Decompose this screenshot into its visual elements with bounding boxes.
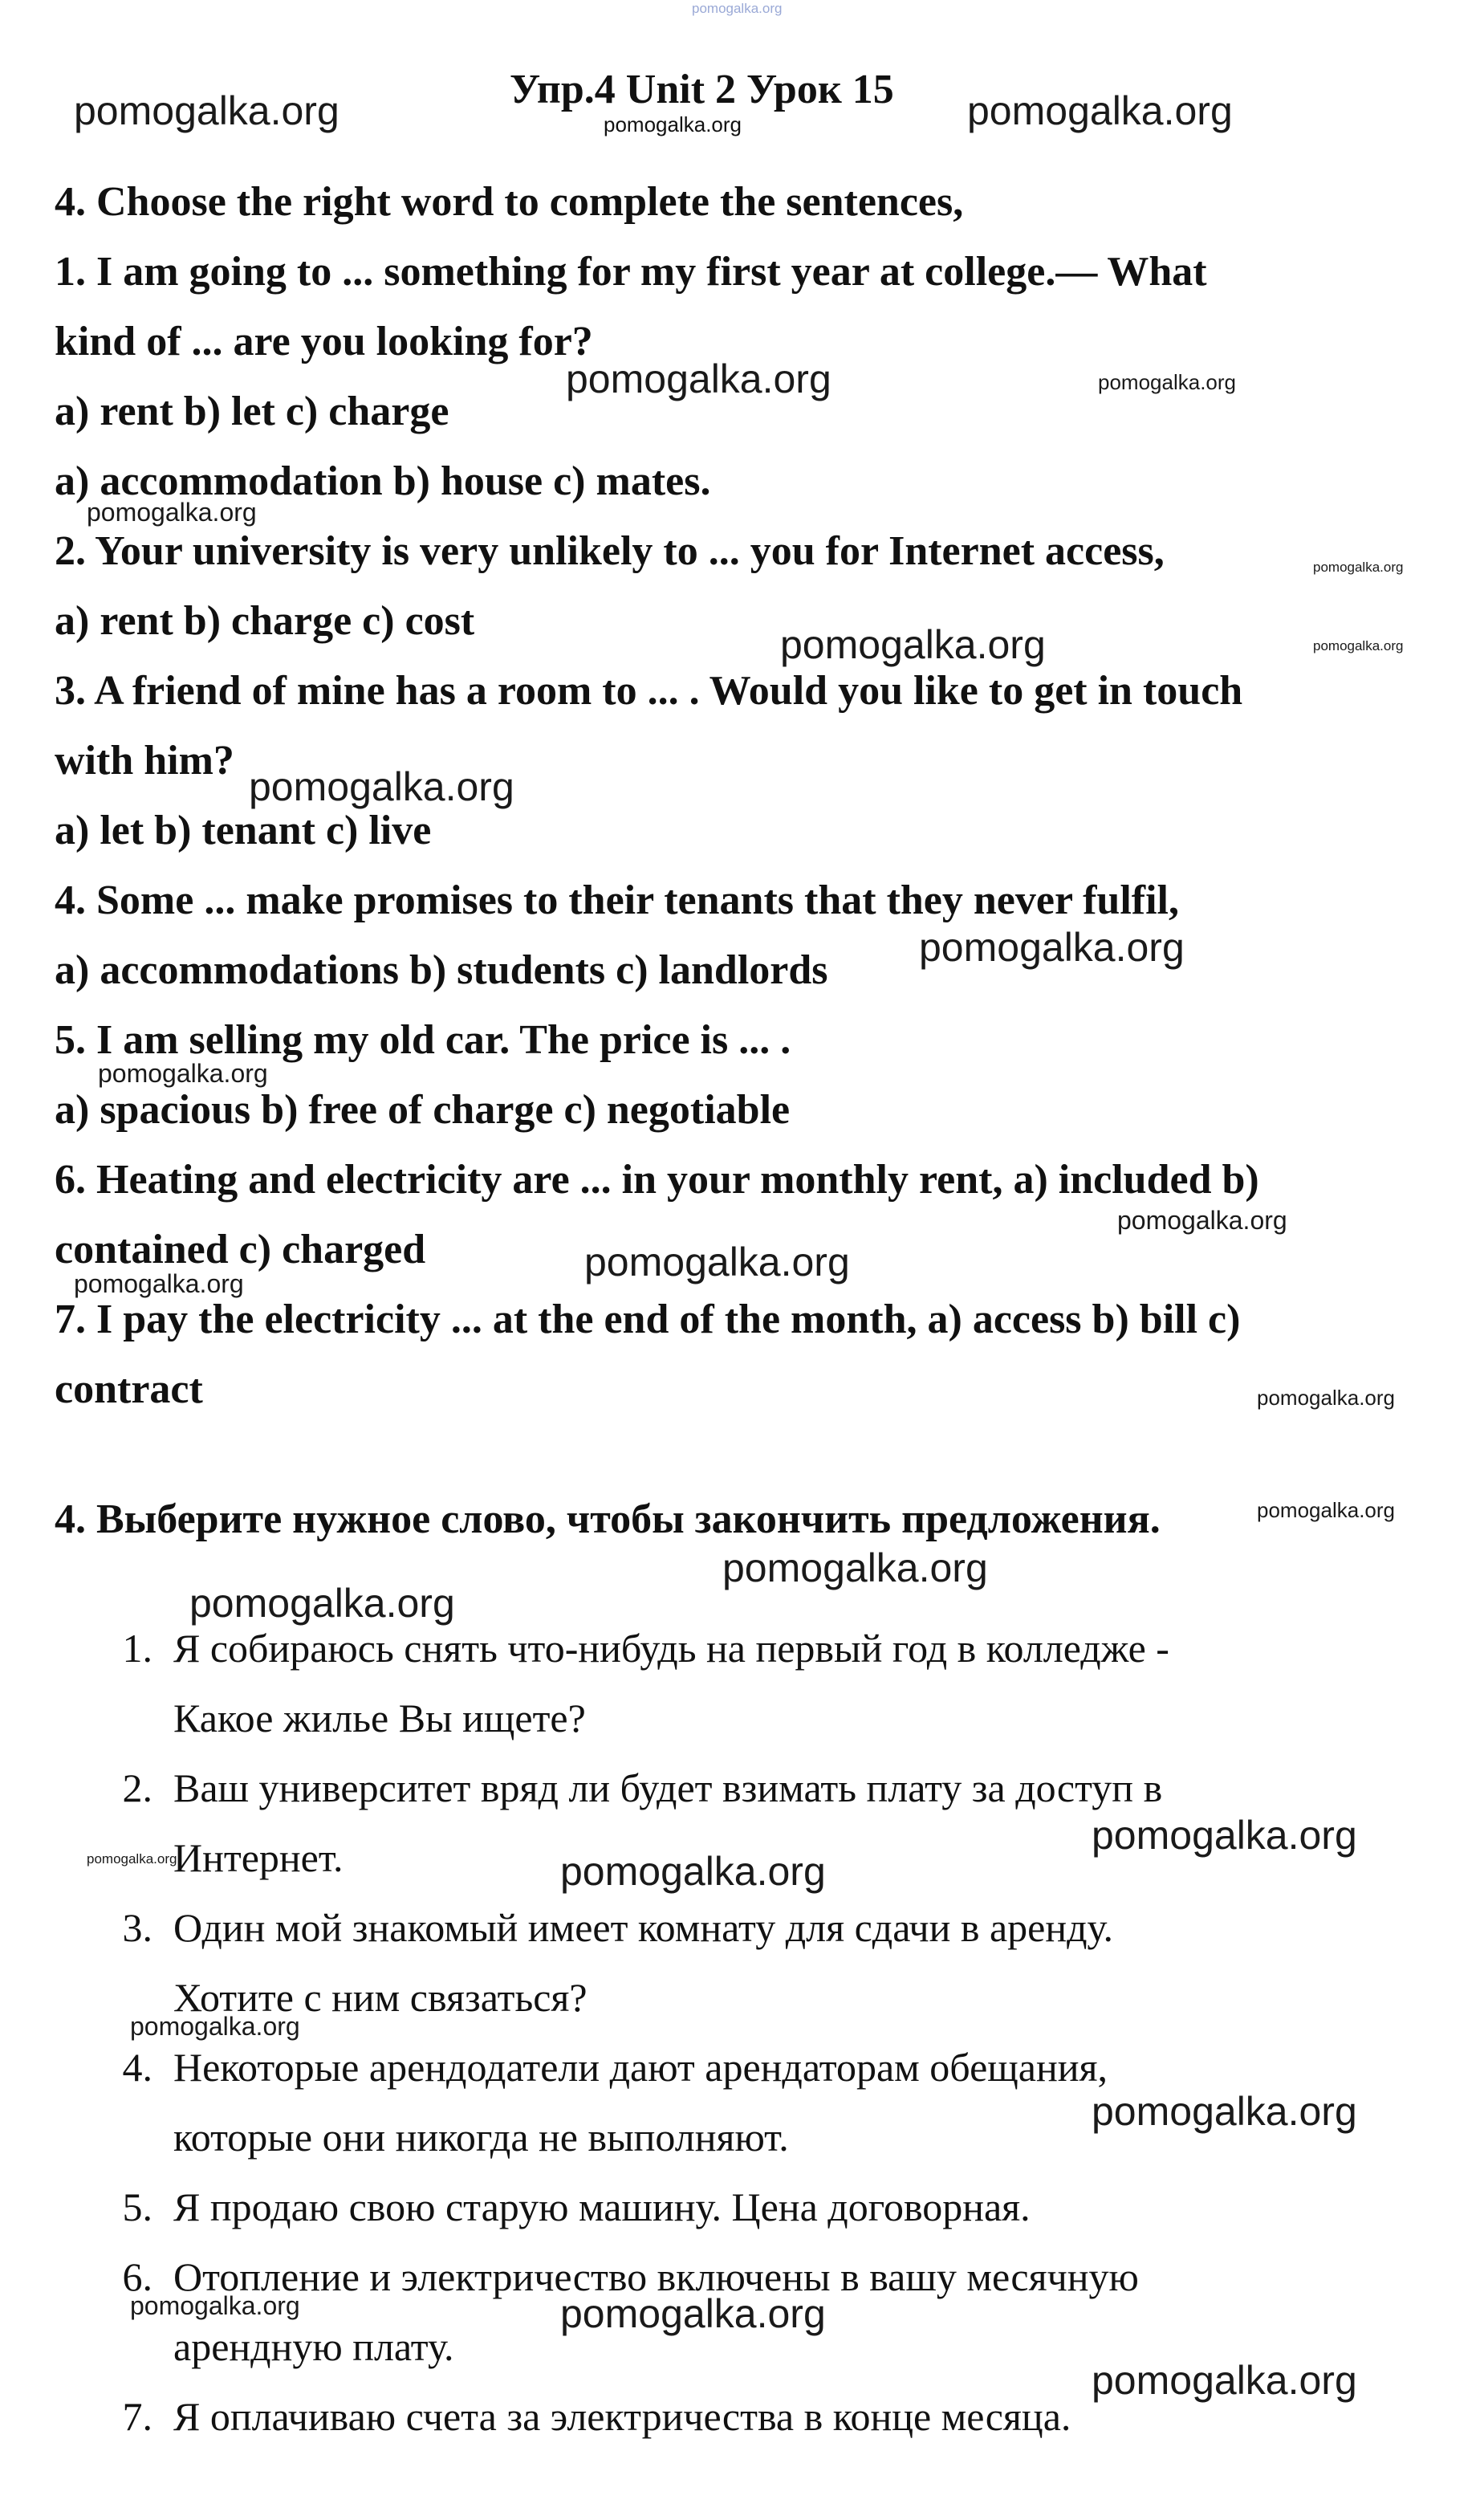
russian-heading: 4. Выберите нужное слово, чтобы закончить предложения. (55, 1496, 1161, 1542)
english-line: a) rent b) let c) charge (55, 389, 449, 434)
watermark: pomogalka.org (1313, 638, 1404, 653)
russian-item-text: которые они никогда не выполняют. (173, 2115, 789, 2160)
russian-item-number: 7. (122, 2394, 152, 2439)
russian-item-text: Один мой знакомый имеет комнату для сдачи в аренду. (173, 1905, 1114, 1950)
watermark: pomogalka.org (967, 88, 1233, 133)
english-line: 1. I am going to ... something for my first year at college.— What (55, 249, 1207, 295)
english-line: kind of ... are you looking for? (55, 319, 593, 364)
russian-item-number: 3. (122, 1905, 152, 1950)
english-line: 6. Heating and electricity are ... in your monthly rent, a) included b) (55, 1157, 1259, 1203)
english-line: 3. A friend of mine has a room to ... . Would you like to get in touch (55, 668, 1243, 714)
english-heading: 4. Choose the right word to complete the sentences, (55, 179, 964, 225)
watermark: pomogalka.org (74, 88, 339, 133)
watermark: pomogalka.org (130, 2012, 300, 2041)
english-line: contract (55, 1366, 203, 1412)
russian-item-text: Отопление и электричество включены в вашу месячную (173, 2254, 1139, 2299)
russian-item-text: Какое жилье Вы ищете? (173, 1696, 586, 1740)
watermark: pomogalka.org (1098, 370, 1236, 394)
russian-item-number: 6. (122, 2254, 152, 2299)
watermark: pomogalka.org (560, 2291, 826, 2336)
watermark: pomogalka.org (87, 498, 257, 527)
watermark: pomogalka.org (1313, 560, 1404, 575)
english-line: 2. Your university is very unlikely to ... you for Internet access, (55, 528, 1165, 574)
watermark: pomogalka.org (1257, 1498, 1395, 1522)
english-line: a) rent b) charge c) cost (55, 598, 475, 644)
russian-item-text: Некоторые арендодатели дают арендаторам обещания, (173, 2045, 1108, 2090)
english-line: contained c) charged (55, 1227, 426, 1272)
english-line: 4. Some ... make promises to their tenants that they never fulfil, (55, 877, 1180, 923)
english-line: 5. I am selling my old car. The price is ... . (55, 1017, 791, 1063)
russian-item-number: 2. (122, 1765, 152, 1810)
russian-item-text: Я собираюсь снять что-нибудь на первый год в колледже - (173, 1626, 1169, 1671)
english-line: 7. I pay the electricity ... at the end of the month, a) access b) bill c) (55, 1297, 1241, 1342)
watermark: pomogalka.org (98, 1059, 268, 1088)
watermark: pomogalka.org (1092, 2358, 1357, 2403)
watermark: pomogalka.org (1117, 1206, 1287, 1235)
russian-item-text: Я продаю свою старую машину. Цена договорная. (173, 2184, 1031, 2229)
russian-item-number: 1. (122, 1626, 152, 1671)
watermark: pomogalka.org (780, 622, 1046, 667)
title-watermark: pomogalka.org (604, 112, 742, 136)
english-line: a) accommodations b) students c) landlords (55, 947, 828, 993)
english-line: a) spacious b) free of charge c) negotiable (55, 1087, 791, 1133)
english-line: a) accommodation b) house c) mates. (55, 458, 711, 504)
watermark: pomogalka.org (919, 925, 1185, 970)
watermark: pomogalka.org (87, 1851, 177, 1867)
watermark: pomogalka.org (74, 1269, 244, 1298)
russian-item-number: 5. (122, 2184, 152, 2229)
russian-item-text: Ваш университет вряд ли будет взимать плату за доступ в (173, 1765, 1163, 1810)
watermark: pomogalka.org (560, 1849, 826, 1894)
russian-item-text: Я оплачиваю счета за электричества в конце месяца. (173, 2394, 1071, 2439)
russian-item-text: Хотите с ним связаться? (173, 1975, 588, 2020)
watermark: pomogalka.org (722, 1545, 988, 1590)
watermark: pomogalka.org (130, 2291, 300, 2320)
top-watermark: pomogalka.org (692, 1, 783, 16)
page-title: Упр.4 Unit 2 Урок 15 (510, 67, 894, 112)
watermark: pomogalka.org (1257, 1386, 1395, 1410)
english-line: a) let b) tenant c) live (55, 808, 432, 853)
watermark: pomogalka.org (566, 356, 831, 401)
watermark: pomogalka.org (189, 1581, 455, 1626)
russian-item-number: 4. (122, 2045, 152, 2090)
english-line: with him? (55, 738, 234, 784)
watermark: pomogalka.org (584, 1240, 850, 1284)
watermark: pomogalka.org (249, 764, 514, 809)
watermark: pomogalka.org (1092, 1813, 1357, 1858)
russian-item-text: Интернет. (173, 1835, 344, 1880)
watermark: pomogalka.org (1092, 2089, 1357, 2134)
russian-item-text: арендную плату. (173, 2324, 454, 2369)
